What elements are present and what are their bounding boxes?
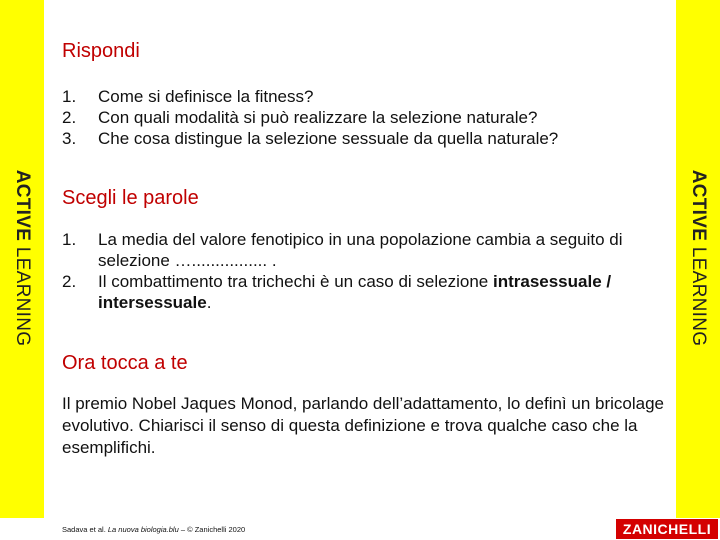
item-number: 2. bbox=[62, 272, 77, 291]
list-item bbox=[62, 107, 558, 128]
list-item bbox=[62, 271, 662, 313]
list-item bbox=[62, 229, 662, 271]
choice-list bbox=[62, 229, 662, 313]
question-list bbox=[62, 86, 558, 149]
zanichelli-logo: ZANICHELLI bbox=[616, 519, 718, 539]
item-bold-choice: intrasessuale / intersessuale bbox=[98, 272, 612, 312]
footer-prefix: Sadava et al. bbox=[62, 525, 108, 534]
item-number: 3. bbox=[62, 129, 77, 148]
item-text: Con quali modalità si può realizzare la selezione naturale? bbox=[98, 108, 538, 127]
active-learning-bold: ACTIVE bbox=[12, 169, 33, 242]
list-item bbox=[62, 86, 558, 107]
section-title-ora-tocca: Ora tocca a te bbox=[62, 352, 188, 374]
footer-suffix: – © Zanichelli 2020 bbox=[178, 525, 246, 534]
section-title-rispondi: Rispondi bbox=[62, 40, 140, 62]
item-number: 1. bbox=[62, 87, 77, 106]
footer-credit bbox=[62, 525, 245, 534]
active-learning-label-left bbox=[11, 170, 33, 347]
item-number: 1. bbox=[62, 230, 77, 249]
list-item bbox=[62, 128, 558, 149]
active-learning-bold: ACTIVE bbox=[688, 169, 709, 242]
item-text: Che cosa distingue la selezione sessuale da quella naturale? bbox=[98, 129, 559, 148]
item-number: 2. bbox=[62, 108, 77, 127]
item-tail: . bbox=[206, 293, 212, 312]
item-text: La media del valore fenotipico in una popolazione cambia a seguito di selezione …................ . bbox=[98, 230, 623, 270]
active-learning-rest: LEARNING bbox=[688, 241, 709, 347]
section-title-scegli: Scegli le parole bbox=[62, 187, 199, 209]
item-text: Il combattimento tra trichechi è un caso di selezione bbox=[98, 272, 493, 291]
item-text: Come si definisce la fitness? bbox=[98, 87, 314, 106]
section3-paragraph: Il premio Nobel Jaques Monod, parlando dell’adattamento, lo definì un bricolage evolutivo. Chiarisci il senso di questa definizione e trova qualche caso che la esemplifichi. bbox=[62, 394, 664, 457]
footer-book-title: La nuova biologia.blu bbox=[107, 525, 179, 534]
active-learning-rest: LEARNING bbox=[12, 241, 33, 347]
active-learning-label-right bbox=[687, 170, 709, 347]
